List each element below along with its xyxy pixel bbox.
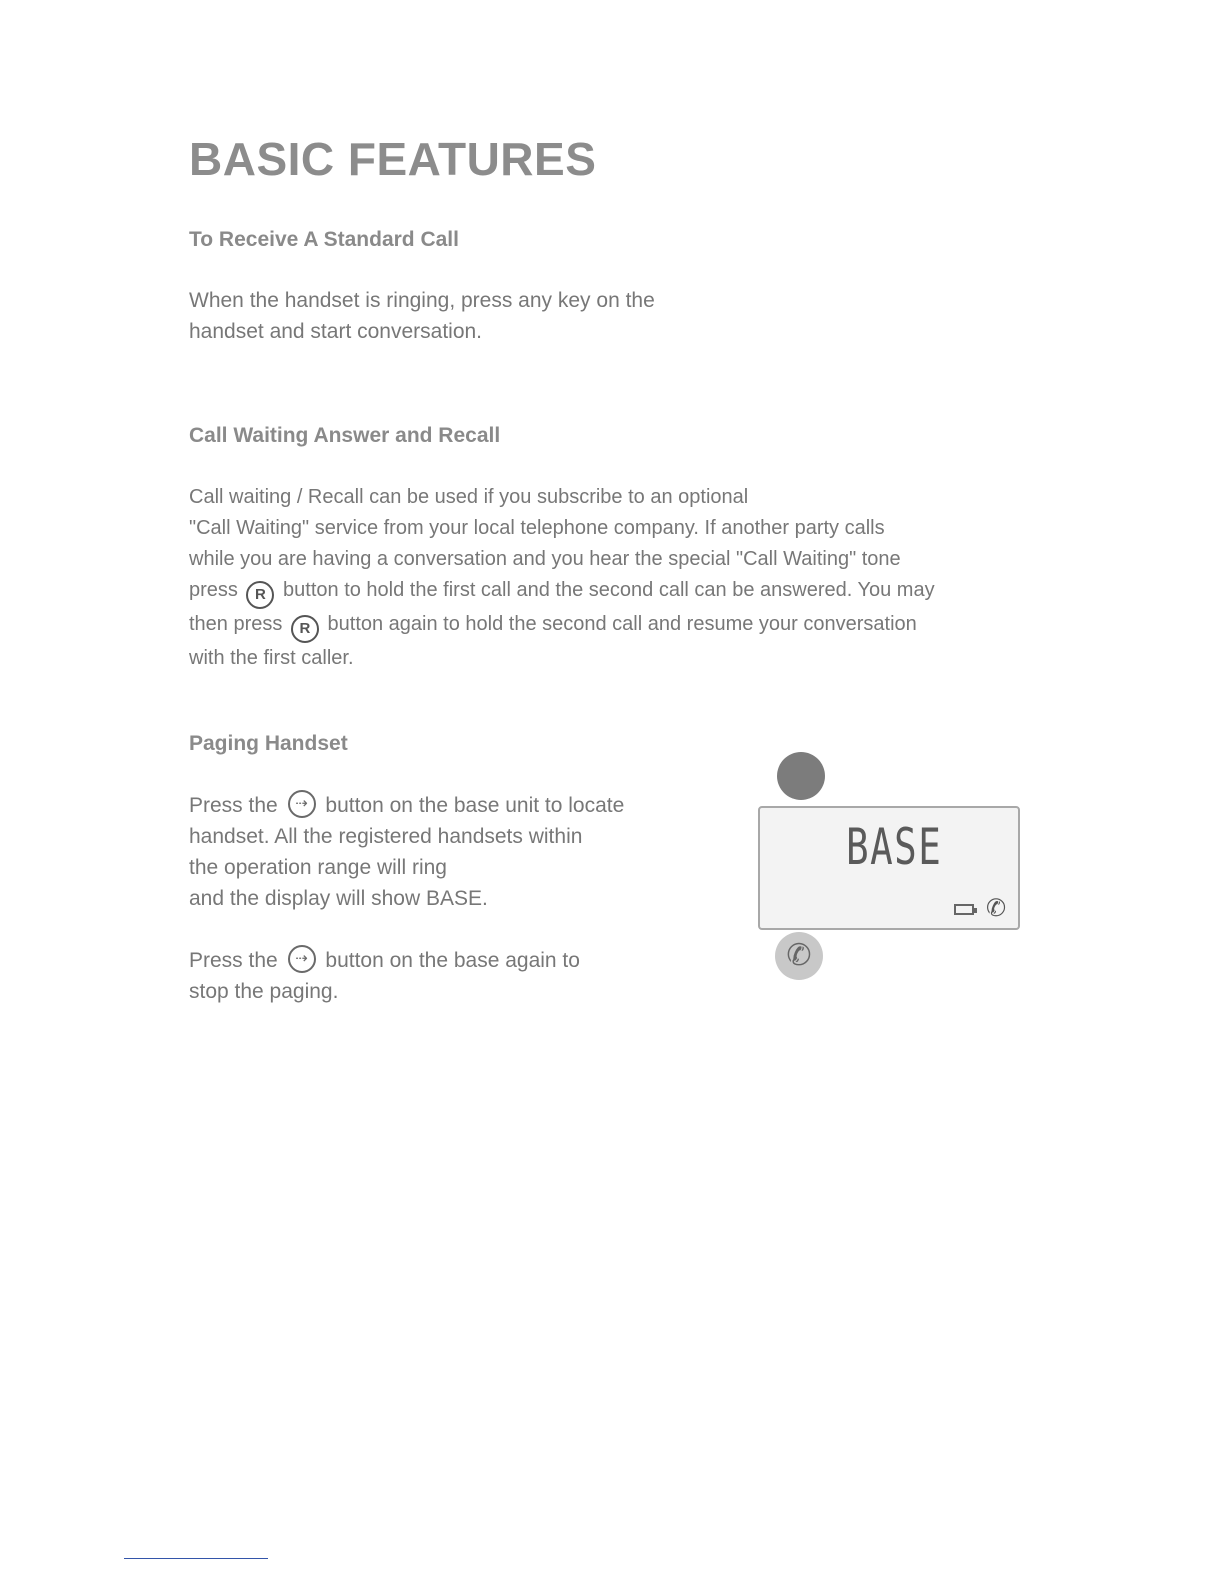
section-text-call-waiting [189,482,935,674]
battery-icon [954,904,974,915]
text-segment: press [189,579,238,601]
text-line [189,790,624,821]
text-line: handset and start conversation. [189,320,483,343]
text-segment: button on the base again to [325,949,580,972]
text-line: handset. All the registered handsets within [189,825,583,848]
text-line: stop the paging. [189,980,339,1003]
display-text: BASE [846,818,943,876]
text-segment: Press the [189,794,278,817]
footnote-divider [124,1558,268,1559]
text-line: and the display will show BASE. [189,887,488,910]
handset-display-illustration [755,752,1025,987]
text-segment: then press [189,613,283,635]
text-segment: Press the [189,949,278,972]
section-heading-paging-handset: Paging Handset [189,732,348,755]
section-text-receive-call [189,285,655,347]
text-line: with the first caller. [189,647,354,669]
section-text-paging-1 [189,790,624,914]
text-segment: button on the base unit to locate [325,794,625,817]
lcd-display [758,806,1020,930]
text-segment: button to hold the first call and the second call can be answered. You may [283,579,935,601]
page-button-icon: ⇢ [288,945,316,973]
talk-key-icon: ✆ [775,932,823,980]
section-text-paging-2 [189,945,580,1007]
phone-handset-icon: ✆ [986,895,1007,922]
page-button-icon: ⇢ [288,790,316,818]
text-line: When the handset is ringing, press any key on the [189,289,655,312]
text-segment: button again to hold the second call and resume your conversation [327,613,917,635]
recall-button-icon: R [246,581,274,609]
text-line: while you are having a conversation and you hear the special "Call Waiting" tone [189,548,901,570]
text-line: the operation range will ring [189,856,447,879]
page-title: BASIC FEATURES [189,133,597,185]
text-line: "Call Waiting" service from your local telephone company. If another party calls [189,517,885,539]
section-heading-receive-call: To Receive A Standard Call [189,228,459,251]
recall-button-icon: R [291,615,319,643]
text-line [189,609,935,643]
text-line [189,945,580,976]
section-heading-call-waiting: Call Waiting Answer and Recall [189,424,501,447]
text-line [189,575,935,609]
page-key-icon [777,752,825,800]
text-line: Call waiting / Recall can be used if you subscribe to an optional [189,486,749,508]
